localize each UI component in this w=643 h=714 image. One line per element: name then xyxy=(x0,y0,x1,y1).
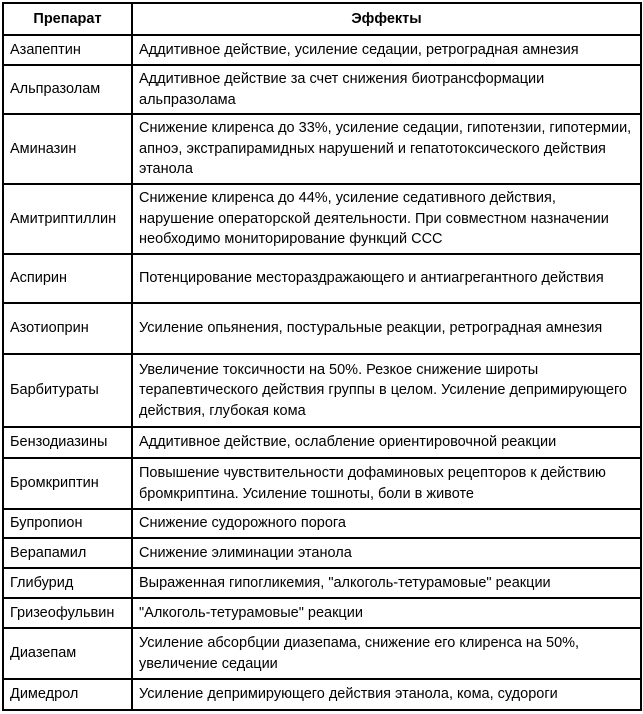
drug-cell: Альпразолам xyxy=(3,65,132,114)
table-row xyxy=(3,538,641,568)
drug-cell: Бупропион xyxy=(3,509,132,538)
effect-cell: Снижение клиренса до 44%, усиление седативного действия, нарушение операторской деятельности. При совместном назначении необходимо мониторирование функций ССС xyxy=(132,184,641,254)
effect-cell: Усиление опьянения, постуральные реакции, ретроградная амнезия xyxy=(132,303,641,354)
table-row xyxy=(3,509,641,538)
table-row xyxy=(3,114,641,184)
effect-cell: Аддитивное действие, ослабление ориентировочной реакции xyxy=(132,427,641,458)
drug-cell: Диазепам xyxy=(3,628,132,679)
drug-cell: Азапептин xyxy=(3,35,132,65)
column-header-effects: Эффекты xyxy=(132,3,641,35)
effect-cell: Выраженная гипогликемия, "алкоголь-тетурамовые" реакции xyxy=(132,568,641,598)
effect-cell: "Алкоголь-тетурамовые" реакции xyxy=(132,598,641,628)
effect-cell: Аддитивное действие, усиление седации, ретроградная амнезия xyxy=(132,35,641,65)
effect-cell: Снижение клиренса до 33%, усиление седации, гипотензии, гипотермии, апноэ, экстрапирамидных нарушений и гепатотоксического действия этанола xyxy=(132,114,641,184)
drug-cell: Верапамил xyxy=(3,538,132,568)
drug-cell: Бромкриптин xyxy=(3,458,132,509)
effect-cell: Повышение чувствительности дофаминовых рецепторов к действию бромкриптина. Усиление тошноты, боли в животе xyxy=(132,458,641,509)
column-header-drug: Препарат xyxy=(3,3,132,35)
drug-cell: Аспирин xyxy=(3,254,132,303)
table-header-row xyxy=(3,3,641,35)
table-row xyxy=(3,65,641,114)
table-row xyxy=(3,568,641,598)
table-row xyxy=(3,303,641,354)
table-row xyxy=(3,598,641,628)
drug-cell: Глибурид xyxy=(3,568,132,598)
drug-cell: Аминазин xyxy=(3,114,132,184)
table-row xyxy=(3,354,641,427)
table-row xyxy=(3,184,641,254)
table-row xyxy=(3,628,641,679)
table-row xyxy=(3,254,641,303)
table-row xyxy=(3,35,641,65)
effect-cell: Усиление депримирующего действия этанола, кома, судороги xyxy=(132,679,641,710)
table-row xyxy=(3,458,641,509)
effect-cell: Потенцирование местораздражающего и антиагрегантного действия xyxy=(132,254,641,303)
effect-cell: Увеличение токсичности на 50%. Резкое снижение широты терапевтического действия группы в целом. Усиление депримирующего действия, глубокая кома xyxy=(132,354,641,427)
effect-cell: Снижение элиминации этанола xyxy=(132,538,641,568)
table-row xyxy=(3,679,641,710)
effect-cell: Усиление абсорбции диазепама, снижение его клиренса на 50%, увеличение седации xyxy=(132,628,641,679)
drug-cell: Бензодиазины xyxy=(3,427,132,458)
drug-cell: Азотиоприн xyxy=(3,303,132,354)
drug-cell: Гризеофульвин xyxy=(3,598,132,628)
drug-cell: Димедрол xyxy=(3,679,132,710)
table-row xyxy=(3,427,641,458)
drug-interaction-table xyxy=(2,2,642,711)
effect-cell: Аддитивное действие за счет снижения биотрансформации альпразолама xyxy=(132,65,641,114)
effect-cell: Снижение судорожного порога xyxy=(132,509,641,538)
drug-cell: Барбитураты xyxy=(3,354,132,427)
drug-cell: Амитриптиллин xyxy=(3,184,132,254)
